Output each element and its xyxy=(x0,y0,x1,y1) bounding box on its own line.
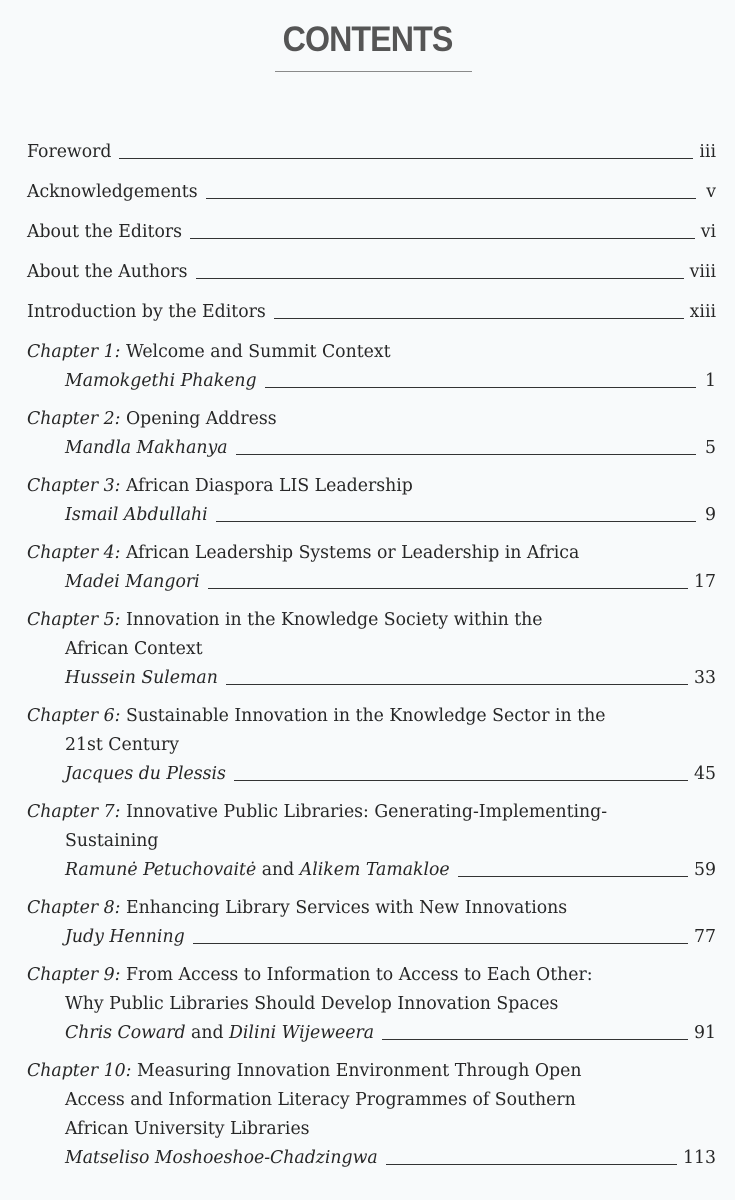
toc-entry[interactable] xyxy=(27,258,716,287)
leader-line xyxy=(458,876,688,877)
page-number: 1 xyxy=(705,371,716,391)
chapter-title-line xyxy=(27,731,716,760)
chapter-title-line xyxy=(27,1115,716,1144)
page-number: viii xyxy=(689,262,716,282)
leader-line xyxy=(193,943,688,944)
chapter-title-line xyxy=(27,606,716,635)
chapter-entry[interactable] xyxy=(27,1057,716,1173)
leader-line xyxy=(265,387,696,388)
leader-line xyxy=(234,780,688,781)
author-line xyxy=(27,434,716,463)
leader-line xyxy=(382,1039,688,1040)
chapter-title-line xyxy=(27,798,716,827)
entry-label: About the Authors xyxy=(27,262,188,282)
chapter-number: Chapter 9: xyxy=(27,965,121,985)
page-number: 45 xyxy=(694,764,716,784)
chapter-entry[interactable] xyxy=(27,961,716,1048)
toc-entry[interactable] xyxy=(27,138,716,167)
chapter-title: Access and Information Literacy Programmes of Southern xyxy=(65,1090,576,1110)
author-line xyxy=(27,856,716,885)
and-word: and xyxy=(261,860,295,880)
title-underline xyxy=(275,71,472,72)
author-line xyxy=(27,1144,716,1173)
author-name: Matseliso Moshoeshoe-Chadzingwa xyxy=(65,1148,378,1168)
author-line xyxy=(27,760,716,789)
chapter-title-line xyxy=(27,1086,716,1115)
chapter-number: Chapter 1: xyxy=(27,342,121,362)
leader-line xyxy=(119,158,693,159)
author-name: Alikem Tamakloe xyxy=(299,860,450,880)
chapter-number: Chapter 4: xyxy=(27,543,121,563)
chapter-title: 21st Century xyxy=(65,735,179,755)
chapter-title: From Access to Information to Access to Each Other: xyxy=(125,965,593,985)
author-line xyxy=(27,501,716,530)
chapter-title-line xyxy=(27,539,716,568)
author-name: Mamokgethi Phakeng xyxy=(65,371,257,391)
chapter-title-line xyxy=(27,702,716,731)
chapter-title: Innovative Public Libraries: Generating-Implementing- xyxy=(125,802,608,822)
page-number: 17 xyxy=(694,572,716,592)
page-number: 9 xyxy=(705,505,716,525)
author-name: Chris Coward xyxy=(65,1023,186,1043)
chapter-title-line xyxy=(27,961,716,990)
chapter-entry[interactable] xyxy=(27,338,716,396)
toc-entry[interactable] xyxy=(27,178,716,207)
chapter-title: Sustaining xyxy=(65,831,159,851)
author-name: Judy Henning xyxy=(65,927,185,947)
chapter-entry[interactable] xyxy=(27,472,716,530)
leader-line xyxy=(216,521,696,522)
chapter-number: Chapter 10: xyxy=(27,1061,132,1081)
chapter-title-line xyxy=(27,827,716,856)
page-number: 5 xyxy=(705,438,716,458)
chapter-title: Measuring Innovation Environment Through Open xyxy=(136,1061,582,1081)
chapter-title: African Leadership Systems or Leadership in Africa xyxy=(125,543,580,563)
leader-line xyxy=(226,684,688,685)
page-number: 91 xyxy=(694,1023,716,1043)
chapter-number: Chapter 2: xyxy=(27,409,121,429)
table-of-contents xyxy=(27,138,716,1182)
author-name: Dilini Wijeweera xyxy=(229,1023,375,1043)
chapter-title-line xyxy=(27,472,716,501)
entry-label: Acknowledgements xyxy=(27,182,198,202)
chapter-entry[interactable] xyxy=(27,702,716,789)
chapter-title-line xyxy=(27,338,716,367)
author-name: Ismail Abdullahi xyxy=(65,505,208,525)
chapter-number: Chapter 7: xyxy=(27,802,121,822)
author-name: Hussein Suleman xyxy=(65,668,218,688)
chapter-title-line xyxy=(27,635,716,664)
chapter-title: African Diaspora LIS Leadership xyxy=(125,476,413,496)
author-line xyxy=(27,1019,716,1048)
page-number: 113 xyxy=(683,1148,716,1168)
chapter-title-line xyxy=(27,990,716,1019)
chapter-entry[interactable] xyxy=(27,405,716,463)
entry-label: Introduction by the Editors xyxy=(27,302,266,322)
chapter-title: Welcome and Summit Context xyxy=(125,342,391,362)
chapter-number: Chapter 5: xyxy=(27,610,121,630)
page-number: iii xyxy=(699,142,716,162)
chapter-title: Innovation in the Knowledge Society within the xyxy=(125,610,543,630)
leader-line xyxy=(190,238,695,239)
chapter-entry[interactable] xyxy=(27,894,716,952)
leader-line xyxy=(386,1164,677,1165)
leader-line xyxy=(236,454,696,455)
author-name: Madei Mangori xyxy=(65,572,200,592)
chapter-title: Why Public Libraries Should Develop Innovation Spaces xyxy=(65,994,559,1014)
chapter-number: Chapter 6: xyxy=(27,706,121,726)
chapter-entry[interactable] xyxy=(27,539,716,597)
author-line xyxy=(27,664,716,693)
toc-entry[interactable] xyxy=(27,218,716,247)
chapter-title: Enhancing Library Services with New Innovations xyxy=(125,898,568,918)
chapter-title: African University Libraries xyxy=(65,1119,310,1139)
leader-line xyxy=(274,318,684,319)
chapter-number: Chapter 8: xyxy=(27,898,121,918)
chapter-number: Chapter 3: xyxy=(27,476,121,496)
page-title: CONTENTS xyxy=(282,20,453,59)
page-number: xiii xyxy=(689,302,716,322)
chapter-title-line xyxy=(27,894,716,923)
entry-label: About the Editors xyxy=(27,222,182,242)
leader-line xyxy=(206,198,696,199)
and-word: and xyxy=(191,1023,224,1043)
page-number: 77 xyxy=(694,927,716,947)
author-name: Jacques du Plessis xyxy=(65,764,226,784)
author-line xyxy=(27,923,716,952)
chapter-entry[interactable] xyxy=(27,798,716,885)
chapter-title: African Context xyxy=(65,639,203,659)
entry-label: Foreword xyxy=(27,142,112,162)
leader-line xyxy=(196,278,684,279)
chapter-entry[interactable] xyxy=(27,606,716,693)
chapter-title: Opening Address xyxy=(125,409,277,429)
leader-line xyxy=(208,588,688,589)
page-number: v xyxy=(706,182,716,202)
author-name: Mandla Makhanya xyxy=(65,438,228,458)
author-name: Ramunė Petuchovaitė xyxy=(65,860,257,880)
author-line xyxy=(27,568,716,597)
page-number: 59 xyxy=(694,860,716,880)
chapter-title-line xyxy=(27,1057,716,1086)
toc-entry[interactable] xyxy=(27,298,716,327)
chapter-title-line xyxy=(27,405,716,434)
chapter-title: Sustainable Innovation in the Knowledge Sector in the xyxy=(125,706,606,726)
page-number: vi xyxy=(700,222,716,242)
page-number: 33 xyxy=(694,668,716,688)
author-line xyxy=(27,367,716,396)
